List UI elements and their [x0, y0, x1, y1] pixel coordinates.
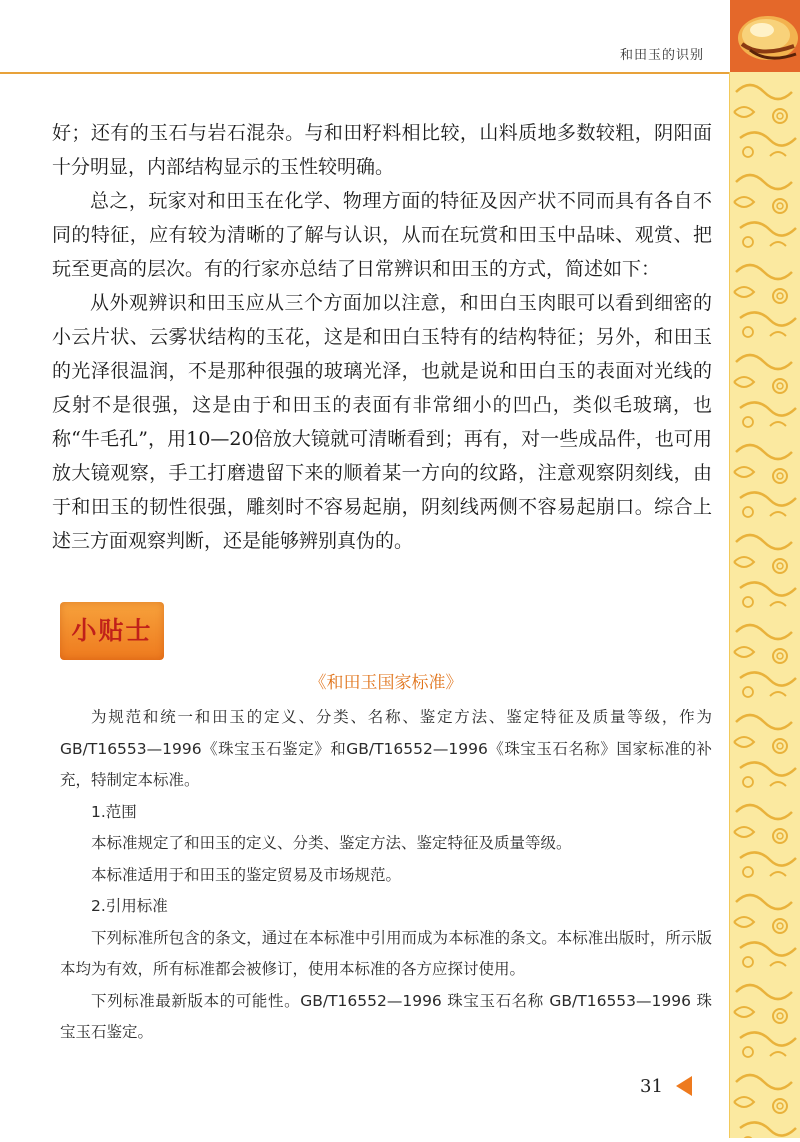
body-paragraph: 好；还有的玉石与岩石混杂。与和田籽料相比较，山料质地多数较粗，阴阳面十分明显，内部结构显示的玉性较明确。 — [52, 122, 712, 178]
tip-line: 下列标准所包含的条文，通过在本标准中引用而成为本标准的条文。本标准出版时，所示版本均为有效，所有标准都会被修订，使用本标准的各方应探讨使用。 — [60, 928, 712, 978]
body-paragraph: 从外观辨识和田玉应从三个方面加以注意，和田白玉肉眼可以看到细密的小云片状、云雾状结构的玉花，这是和田白玉特有的结构特征；另外，和田玉的光泽很温润，不是那种很强的玻璃光泽，也就是说和田白玉的表面对光线的反射不是很强，这是由于和田玉的表面有非常细小的凹凸，类似毛玻璃，也称“牛毛孔”，用10—20倍放大镜就可清晰看到；再有，对一些成品件，也可用放大镜观察，手工打磨遗留下来的顺着某一方向的纹路，注意观察阴刻线，由于和田玉的韧性很强，雕刻时不容易起崩，阴刻线两侧不容易起崩口。综合上述三方面观察判断，还是能够辨别真伪的。 — [52, 292, 712, 552]
running-header-title: 和田玉的识别 — [619, 48, 704, 63]
tip-line: 下列标准最新版本的可能性。GB/T16552—1996 珠宝玉石名称 GB/T16553—1996 珠宝玉石鉴定。 — [60, 991, 712, 1041]
tip-line: 1.范围 — [91, 802, 137, 821]
body-paragraph: 总之，玩家对和田玉在化学、物理方面的特征及因产状不同而具有各自不同的特征，应有较为清晰的了解与认识，从而在玩赏和田玉中品味、观赏、把玩至更高的层次。有的行家亦总结了日常辨识和田玉的方式，简述如下： — [52, 190, 712, 280]
cloud-swirl-pattern — [730, 72, 800, 1138]
side-decorative-band — [729, 72, 800, 1138]
header-rule — [0, 72, 730, 74]
main-body-text — [52, 116, 712, 558]
triangle-left-icon — [674, 1075, 694, 1097]
tip-line: 本标准规定了和田玉的定义、分类、鉴定方法、鉴定特征及质量等级。 — [91, 834, 572, 852]
tip-label-badge: 小贴士 — [60, 602, 164, 660]
jade-stone-icon — [730, 0, 800, 72]
tip-text — [60, 702, 712, 1049]
tip-line: 本标准适用于和田玉的鉴定贸易及市场规范。 — [91, 865, 402, 884]
tip-title: 《和田玉国家标准》 — [309, 673, 463, 693]
page-number: 31 — [640, 1076, 663, 1097]
tip-line: 为规范和统一和田玉的定义、分类、名称、鉴定方法、鉴定特征及质量等级，作为GB/T16553—1996《珠宝玉石鉴定》和GB/T16552—1996《珠宝玉石名称》国家标准的补充，特制定本标准。 — [60, 708, 712, 789]
tip-line: 2.引用标准 — [91, 897, 168, 915]
corner-block — [730, 0, 800, 72]
